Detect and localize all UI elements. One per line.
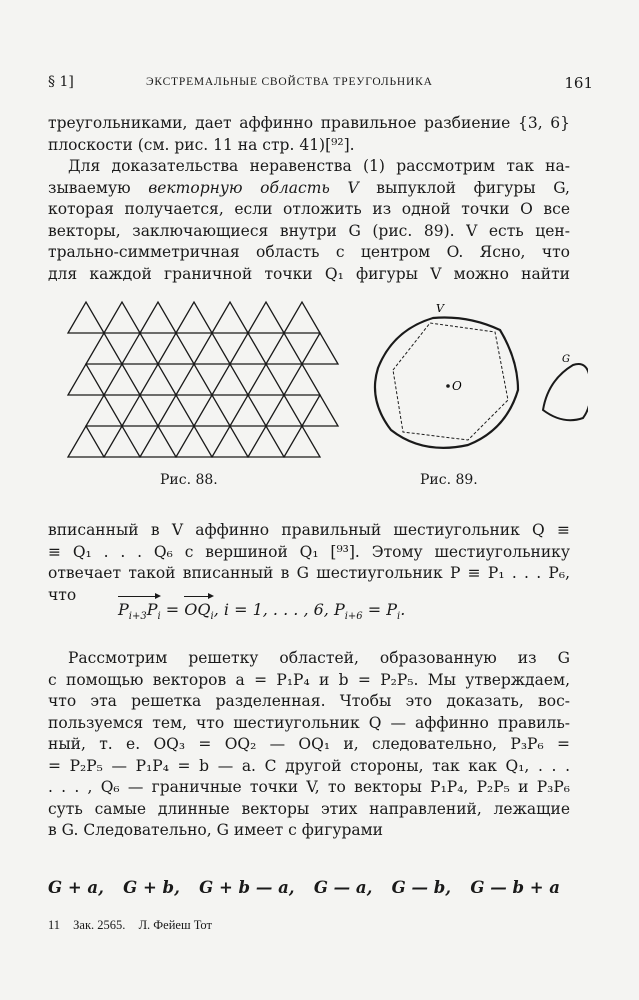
paragraph-4	[48, 648, 570, 842]
tiling-triangle	[212, 302, 248, 333]
tiling-triangle	[68, 426, 104, 457]
text-line: треугольниками, дает аффинно правильное разбиение {3, 6}	[48, 114, 570, 132]
printer-footer	[48, 918, 222, 933]
translate-term: G + b,	[123, 878, 180, 897]
text-line: трально-симметричная область с центром O. Ясно, что	[48, 243, 570, 261]
tiling-triangle	[266, 395, 302, 426]
text-line: что	[48, 585, 77, 604]
index-range: , i = 1, . . . , 6, P	[213, 600, 345, 619]
vector-lhs	[118, 600, 161, 622]
tiling-triangle	[302, 333, 338, 364]
subscript: i+3	[128, 611, 147, 623]
section-mark: § 1]	[48, 74, 74, 90]
paragraph-3	[48, 520, 570, 606]
text-line: с помощью векторов a = P₁P₄ и b = P₂P₅. Мы утверждаем,	[48, 670, 570, 689]
page-number: 161	[564, 74, 593, 92]
text-span: выпуклой фигуры G,	[376, 178, 570, 197]
fig-88-caption: Рис. 88.	[160, 472, 218, 488]
subscript: i+6	[344, 611, 363, 623]
text-line	[48, 178, 570, 200]
tiling-triangle	[194, 395, 230, 426]
tiling-triangle	[104, 364, 140, 395]
figure-g-outline	[543, 364, 588, 420]
tiling-triangle	[158, 395, 194, 426]
tiling-triangle	[230, 333, 266, 364]
symbol: P	[118, 600, 129, 619]
tiling-triangle	[176, 426, 212, 457]
paragraph-1	[48, 113, 570, 156]
tiling-triangle	[104, 302, 140, 333]
text-span: зываемую	[48, 178, 131, 197]
period: .	[400, 600, 406, 619]
tiling-triangle	[176, 364, 212, 395]
text-line: = P₂P₅ — P₁P₄ = b — a. С другой стороны, так как Q₁, . . .	[48, 756, 570, 775]
tiling-triangle	[176, 302, 212, 333]
text-line: Для доказательства неравенства (1) рассмотрим так на-	[68, 157, 570, 175]
tiling-triangle	[140, 302, 176, 333]
text-line: которая получается, если отложить из одной точки O все	[48, 200, 570, 218]
fig-88-tiling	[68, 302, 338, 457]
order-number: Зак. 2565.	[73, 918, 126, 932]
author-name: Л. Фейеш Тот	[138, 918, 212, 932]
tiling-triangle	[248, 364, 284, 395]
tiling-triangle	[284, 364, 320, 395]
text-line: плоскости (см. рис. 11 на стр. 41)[⁹²].	[48, 135, 355, 154]
tiling-triangle	[68, 364, 104, 395]
symbol: = P	[362, 600, 398, 619]
translate-term: G — a,	[313, 878, 373, 897]
inscribed-hexagon	[393, 323, 508, 440]
tiling-triangle	[86, 395, 122, 426]
text-line: вписанный в V аффинно правильный шестиугольник Q ≡	[48, 521, 570, 539]
subscript: i	[397, 611, 401, 623]
paragraph-2	[48, 156, 570, 285]
tiling-triangle	[230, 395, 266, 426]
text-line: отвечает такой вписанный в G шестиугольник P ≡ P₁ . . . P₆,	[48, 564, 570, 582]
figures-svg	[48, 290, 588, 490]
center-point	[446, 384, 450, 388]
sheet-number: 11	[48, 918, 61, 932]
formula-vector-equality	[118, 600, 405, 622]
fig-89-vector-region	[375, 318, 588, 448]
region-v-outline	[375, 318, 518, 448]
subscript: i	[210, 611, 214, 623]
tiling-triangle	[266, 333, 302, 364]
vector-rhs	[184, 600, 213, 622]
tiling-triangle	[104, 426, 140, 457]
tiling-triangle	[86, 333, 122, 364]
translate-term: G — b,	[391, 878, 452, 897]
tiling-triangle	[158, 333, 194, 364]
tiling-triangle	[140, 426, 176, 457]
tiling-triangle	[212, 364, 248, 395]
equals-sign: =	[160, 600, 185, 619]
formula-translates	[48, 878, 560, 897]
label-v: V	[436, 302, 444, 315]
text-line: для каждой граничной точки Q₁ фигуры V можно найти	[48, 264, 570, 283]
translate-term: G + a,	[48, 878, 104, 897]
fig-89-caption: Рис. 89.	[420, 472, 478, 488]
tiling-triangle	[122, 395, 158, 426]
translate-term: G — b + a	[470, 878, 560, 897]
figures-area	[48, 290, 588, 490]
symbol: P	[146, 600, 158, 619]
text-line: что эта решетка разделенная. Чтобы это доказать, вос-	[48, 692, 570, 710]
tiling-triangle	[140, 364, 176, 395]
text-line: пользуемся тем, что шестиугольник Q — аффинно правиль-	[48, 713, 570, 732]
tiling-triangle	[194, 333, 230, 364]
text-line: ≡ Q₁ . . . Q₆ с вершиной Q₁ [⁹³]. Этому шестиугольнику	[48, 542, 570, 561]
text-line: Рассмотрим решетку областей, образованную из G	[68, 649, 570, 667]
tiling-triangle	[68, 302, 104, 333]
text-line: . . . , Q₆ — граничные точки V, то векторы P₁P₄, P₂P₅ и P₃P₆	[48, 778, 570, 796]
text-line: ный, т. е. OQ₃ = OQ₂ — OQ₁ и, следовательно, P₃P₆ =	[48, 735, 570, 753]
chapter-title: ЭКСТРЕМАЛЬНЫЕ СВОЙСТВА ТРЕУГОЛЬНИКА	[146, 76, 433, 88]
tiling-triangle	[302, 395, 338, 426]
text-line: суть самые длинные векторы этих направлений, лежащие	[48, 799, 570, 818]
italic-term: векторную область V	[148, 178, 359, 197]
tiling-triangle	[248, 426, 284, 457]
label-g: G	[562, 354, 570, 365]
subscript: i	[157, 611, 161, 623]
tiling-triangle	[284, 302, 320, 333]
tiling-triangle	[284, 426, 320, 457]
tiling-triangle	[212, 426, 248, 457]
tiling-triangle	[122, 333, 158, 364]
tiling-triangle	[248, 302, 284, 333]
text-line: в G. Следовательно, G имеет с фигурами	[48, 821, 384, 839]
label-o: O	[452, 379, 462, 393]
translate-term: G + b — a,	[199, 878, 295, 897]
running-header	[48, 74, 593, 94]
text-line: векторы, заключающиеся внутри G (рис. 89). V есть цен-	[48, 221, 570, 240]
symbol: OQ	[184, 600, 211, 619]
